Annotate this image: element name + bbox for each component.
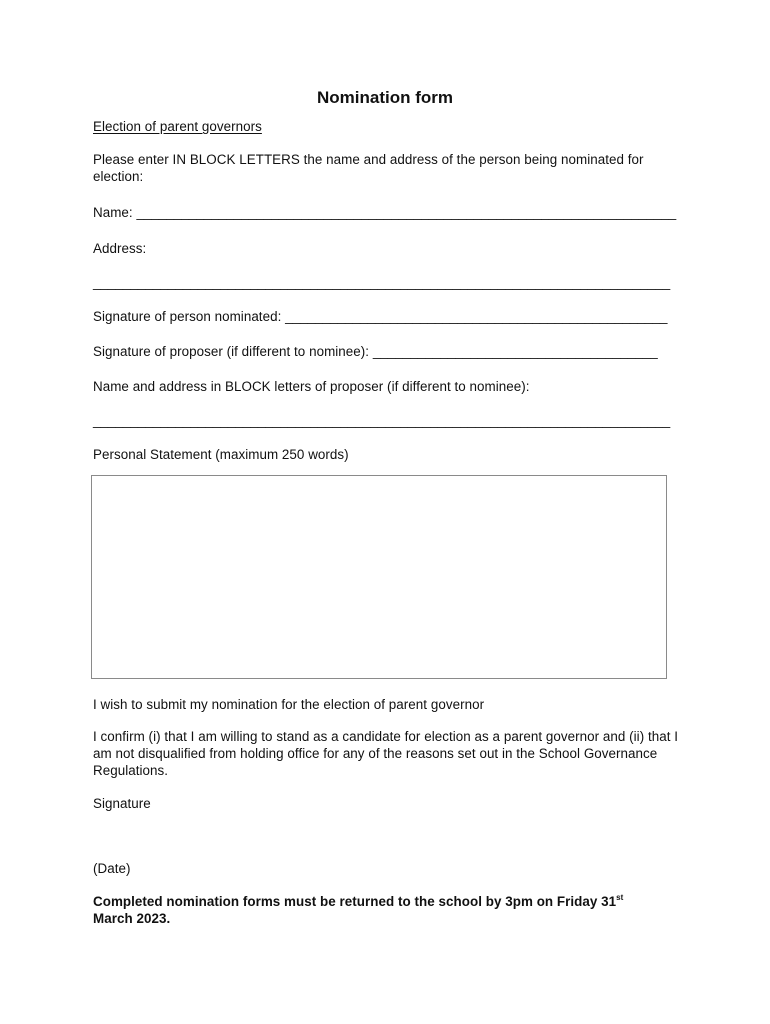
- address-label: Address:: [93, 241, 147, 256]
- signature-label: Signature: [93, 796, 151, 811]
- form-subtitle: Election of parent governors: [93, 119, 262, 134]
- personal-statement-label: Personal Statement (maximum 250 words): [93, 447, 349, 462]
- address-field[interactable]: _____________________________________________________________________________: [93, 275, 671, 290]
- name-field[interactable]: Name: ________________________________________________________________________: [93, 205, 677, 220]
- deadline-notice-end: March 2023.: [93, 911, 171, 926]
- deadline-notice: [93, 893, 623, 910]
- intro-text: Please enter IN BLOCK LETTERS the name and address of the person being nominated for election:: [93, 152, 644, 184]
- deadline-date-suffix: st: [616, 893, 624, 902]
- personal-statement-box[interactable]: [91, 475, 667, 679]
- proposer-details-field[interactable]: _____________________________________________________________________________: [93, 413, 671, 428]
- deadline-main-text: Completed nomination forms must be returned to the school by 3pm on Friday 31: [93, 894, 617, 909]
- date-label: (Date): [93, 861, 131, 876]
- page-title: Nomination form: [317, 88, 453, 107]
- confirmation-statement: I confirm (i) that I am willing to stand as a candidate for election as a parent governor and (ii) that I am not disqualified from holding office for any of the reasons set out in the School Governance Regulations.: [93, 729, 679, 778]
- signature-nominated-field[interactable]: Signature of person nominated: ___________________________________________________: [93, 309, 668, 324]
- submit-statement: I wish to submit my nomination for the election of parent governor: [93, 697, 485, 712]
- signature-proposer-field[interactable]: Signature of proposer (if different to nominee): ______________________________________: [93, 344, 658, 359]
- proposer-details-label: Name and address in BLOCK letters of proposer (if different to nominee):: [93, 379, 530, 394]
